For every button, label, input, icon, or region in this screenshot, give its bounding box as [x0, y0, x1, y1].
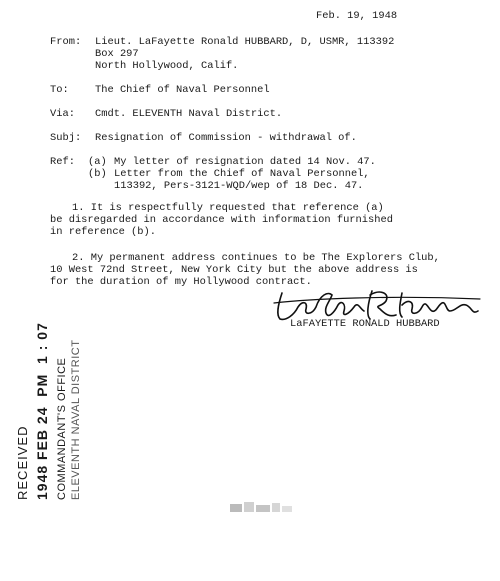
ref-b-line-2: 113392, Pers-3121-WQD/wep of 18 Dec. 47.	[114, 180, 364, 192]
ref-b-mark: (b)	[88, 168, 107, 180]
ref-b-line-1: Letter from the Chief of Naval Personnel,	[114, 168, 370, 180]
to-value: The Chief of Naval Personnel	[95, 84, 270, 96]
para2-line-2: 10 West 72nd Street, New York City but the above address is	[50, 264, 418, 276]
from-line-2: Box 297	[95, 48, 139, 60]
typed-signature-name: LaFAYETTE RONALD HUBBARD	[290, 318, 440, 330]
to-label: To:	[50, 84, 69, 96]
subj-value: Resignation of Commission - withdrawal of.	[95, 132, 357, 144]
from-line-1: Lieut. LaFayette Ronald HUBBARD, D, USMR, 113392	[95, 36, 395, 48]
ref-label: Ref:	[50, 156, 75, 168]
stamp-office: COMMANDANT'S OFFICE	[56, 357, 68, 500]
letter-date: Feb. 19, 1948	[316, 10, 398, 22]
via-label: Via:	[50, 108, 75, 120]
stamp-date: 1948 FEB 24 PM 1 : 07	[34, 322, 50, 500]
stamp-district: ELEVENTH NAVAL DISTRICT	[70, 339, 82, 500]
para1-line-1: 1. It is respectfully requested that reference (a)	[72, 202, 384, 214]
para1-line-3: in reference (b).	[50, 226, 157, 238]
para2-line-3: for the duration of my Hollywood contract.	[50, 276, 312, 288]
via-value: Cmdt. ELEVENTH Naval District.	[95, 108, 283, 120]
from-line-3: North Hollywood, Calif.	[95, 60, 239, 72]
para2-line-1: 2. My permanent address continues to be The Explorers Club,	[72, 252, 440, 264]
para1-line-2: be disregarded in accordance with information furnished	[50, 214, 393, 226]
subj-label: Subj:	[50, 132, 82, 144]
ref-a-mark: (a)	[88, 156, 107, 168]
ref-a-text: My letter of resignation dated 14 Nov. 47.	[114, 156, 376, 168]
stamp-received: RECEIVED	[15, 425, 30, 500]
from-label: From:	[50, 36, 82, 48]
ink-smudge	[226, 496, 296, 520]
